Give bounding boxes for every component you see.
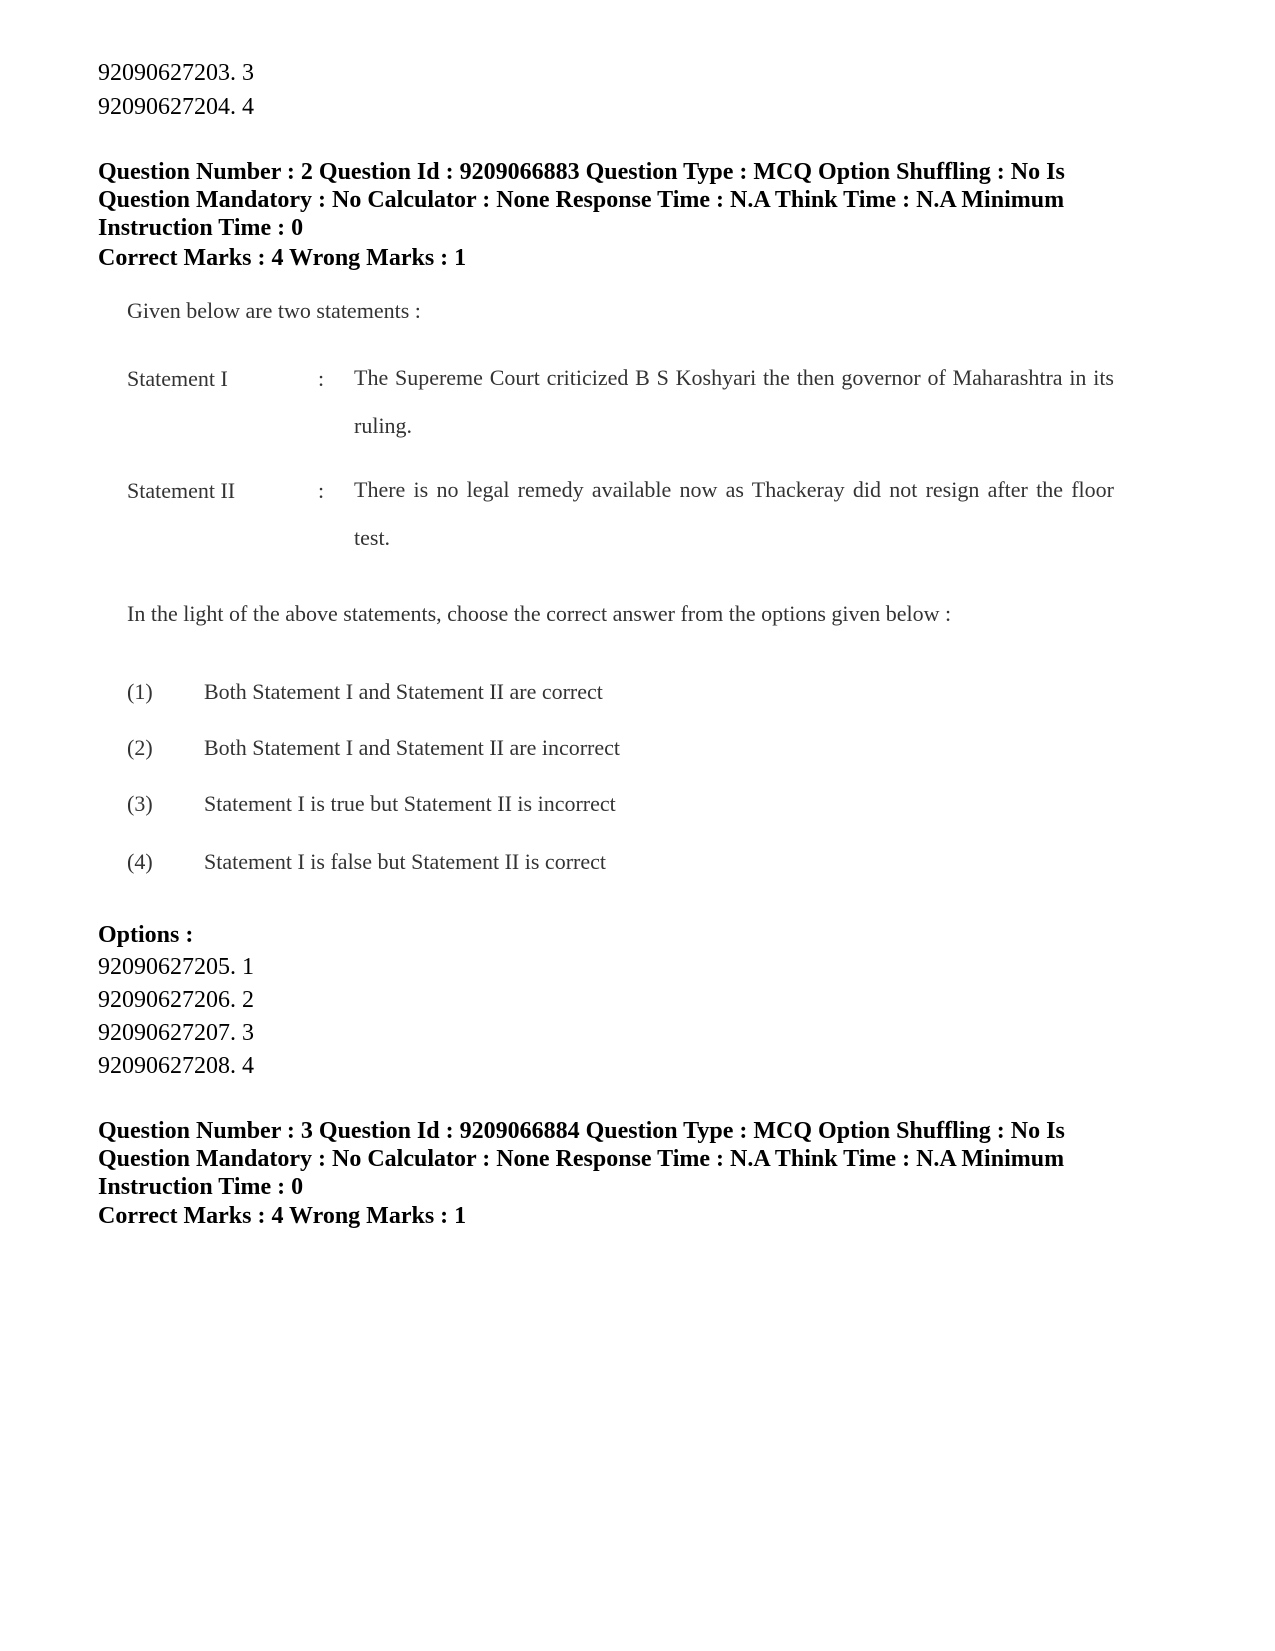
statement-2-text: There is no legal remedy available now as Thackeray did not resign after the floor test. <box>354 477 1114 550</box>
choice-2-number: (2) <box>127 735 153 760</box>
choice-1-number: (1) <box>127 679 153 704</box>
question-2-header-line: Question Number : 2 Question Id : 9209066883 Question Type : MCQ Option Shuffling : No Is <box>98 159 1065 185</box>
statement-1-colon: : <box>318 366 325 391</box>
statement-2-colon: : <box>318 478 325 503</box>
question-3-header-line: Question Number : 3 Question Id : 9209066884 Question Type : MCQ Option Shuffling : No Is <box>98 1118 1065 1144</box>
question-3-header-line: Instruction Time : 0 <box>98 1174 304 1200</box>
option-line: 92090627207. 3 <box>98 1020 254 1046</box>
choice-4-text: Statement I is false but Statement II is correct <box>204 849 606 874</box>
question-2-header-line: Instruction Time : 0 <box>98 215 304 241</box>
prev-option-line: 92090627204. 4 <box>98 94 254 120</box>
choice-3-text: Statement I is true but Statement II is incorrect <box>204 791 616 816</box>
question-2-header-line: Question Mandatory : No Calculator : None Response Time : N.A Think Time : N.A Minimum <box>98 187 1065 213</box>
option-line: 92090627208. 4 <box>98 1053 254 1079</box>
question-2-header <box>98 158 1118 242</box>
statement-2-label: Statement II <box>127 478 236 503</box>
option-line: 92090627205. 1 <box>98 954 254 980</box>
choice-2-text: Both Statement I and Statement II are incorrect <box>204 735 621 760</box>
question-3-header <box>98 1117 1118 1201</box>
statement-1-text: The Supereme Court criticized B S Koshyari the then governor of Maharashtra in its ruling. <box>354 365 1114 438</box>
prev-option-line: 92090627203. 3 <box>98 60 254 86</box>
question-prompt: In the light of the above statements, choose the correct answer from the options given below : <box>127 601 952 626</box>
options-title: Options : <box>98 922 194 948</box>
option-line: 92090627206. 2 <box>98 987 254 1013</box>
question-3-marks: Correct Marks : 4 Wrong Marks : 1 <box>98 1203 467 1229</box>
choice-3-number: (3) <box>127 791 153 816</box>
question-intro: Given below are two statements : <box>127 298 421 323</box>
choice-1-text: Both Statement I and Statement II are correct <box>204 679 603 704</box>
question-2-marks: Correct Marks : 4 Wrong Marks : 1 <box>98 245 467 271</box>
statement-1-label: Statement I <box>127 366 228 391</box>
question-3-header-line: Question Mandatory : No Calculator : None Response Time : N.A Think Time : N.A Minimum <box>98 1146 1065 1172</box>
choice-4-number: (4) <box>127 849 153 874</box>
